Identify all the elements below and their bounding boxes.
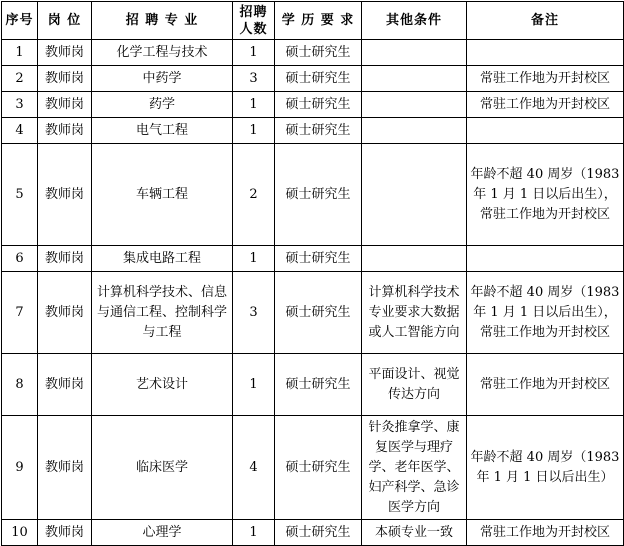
header-other: 其他条件 bbox=[362, 2, 467, 40]
cell-count: 1 bbox=[233, 40, 275, 66]
cell-position: 教师岗 bbox=[38, 272, 92, 354]
cell-count: 3 bbox=[233, 66, 275, 92]
cell-education: 硕士研究生 bbox=[275, 272, 362, 354]
cell-other: 本硕专业一致 bbox=[362, 520, 467, 546]
cell-seq: 9 bbox=[2, 416, 38, 520]
table-row bbox=[2, 40, 624, 66]
cell-remark: 年龄不超 40 周岁（1983 年 1 月 1 日以后出生） bbox=[467, 416, 624, 520]
cell-education: 硕士研究生 bbox=[275, 118, 362, 144]
cell-other: 平面设计、视觉传达方向 bbox=[362, 354, 467, 416]
cell-seq: 8 bbox=[2, 354, 38, 416]
cell-other bbox=[362, 118, 467, 144]
cell-remark bbox=[467, 118, 624, 144]
cell-other bbox=[362, 66, 467, 92]
header-position: 岗 位 bbox=[38, 2, 92, 40]
cell-position: 教师岗 bbox=[38, 144, 92, 246]
cell-remark: 年龄不超 40 周岁（1983 年 1 月 1 日以后出生），常驻工作地为开封校区 bbox=[467, 144, 624, 246]
cell-remark: 常驻工作地为开封校区 bbox=[467, 66, 624, 92]
cell-remark bbox=[467, 40, 624, 66]
table-row bbox=[2, 272, 624, 354]
cell-education: 硕士研究生 bbox=[275, 92, 362, 118]
table-row bbox=[2, 66, 624, 92]
table-row bbox=[2, 246, 624, 272]
cell-count: 1 bbox=[233, 354, 275, 416]
cell-position: 教师岗 bbox=[38, 416, 92, 520]
cell-education: 硕士研究生 bbox=[275, 520, 362, 546]
header-count: 招聘人数 bbox=[233, 2, 275, 40]
cell-seq: 3 bbox=[2, 92, 38, 118]
cell-count: 1 bbox=[233, 520, 275, 546]
cell-seq: 10 bbox=[2, 520, 38, 546]
cell-education: 硕士研究生 bbox=[275, 246, 362, 272]
cell-education: 硕士研究生 bbox=[275, 416, 362, 520]
cell-other bbox=[362, 40, 467, 66]
cell-count: 1 bbox=[233, 118, 275, 144]
cell-count: 1 bbox=[233, 92, 275, 118]
cell-remark: 年龄不超 40 周岁（1983 年 1 月 1 日以后出生），常驻工作地为开封校区 bbox=[467, 272, 624, 354]
cell-count: 2 bbox=[233, 144, 275, 246]
cell-major: 心理学 bbox=[92, 520, 233, 546]
cell-seq: 1 bbox=[2, 40, 38, 66]
header-major: 招 聘 专 业 bbox=[92, 2, 233, 40]
cell-remark bbox=[467, 246, 624, 272]
cell-position: 教师岗 bbox=[38, 92, 92, 118]
cell-education: 硕士研究生 bbox=[275, 40, 362, 66]
cell-other: 计算机科学技术专业要求大数据或人工智能方向 bbox=[362, 272, 467, 354]
cell-major: 临床医学 bbox=[92, 416, 233, 520]
cell-major: 车辆工程 bbox=[92, 144, 233, 246]
cell-other bbox=[362, 92, 467, 118]
cell-major: 艺术设计 bbox=[92, 354, 233, 416]
cell-major: 集成电路工程 bbox=[92, 246, 233, 272]
cell-seq: 5 bbox=[2, 144, 38, 246]
cell-count: 1 bbox=[233, 246, 275, 272]
cell-seq: 7 bbox=[2, 272, 38, 354]
table-row bbox=[2, 416, 624, 520]
cell-count: 3 bbox=[233, 272, 275, 354]
cell-remark: 常驻工作地为开封校区 bbox=[467, 92, 624, 118]
recruitment-table bbox=[1, 1, 624, 546]
cell-education: 硕士研究生 bbox=[275, 66, 362, 92]
cell-other bbox=[362, 246, 467, 272]
cell-other: 针灸推拿学、康复医学与理疗学、老年医学、妇产科学、急诊医学方向 bbox=[362, 416, 467, 520]
cell-seq: 2 bbox=[2, 66, 38, 92]
cell-education: 硕士研究生 bbox=[275, 354, 362, 416]
header-remark: 备注 bbox=[467, 2, 624, 40]
table-row bbox=[2, 354, 624, 416]
cell-education: 硕士研究生 bbox=[275, 144, 362, 246]
cell-position: 教师岗 bbox=[38, 118, 92, 144]
cell-position: 教师岗 bbox=[38, 354, 92, 416]
cell-major: 电气工程 bbox=[92, 118, 233, 144]
cell-position: 教师岗 bbox=[38, 66, 92, 92]
header-row bbox=[2, 2, 624, 40]
cell-position: 教师岗 bbox=[38, 40, 92, 66]
table-row bbox=[2, 144, 624, 246]
cell-major: 化学工程与技术 bbox=[92, 40, 233, 66]
header-education: 学 历 要 求 bbox=[275, 2, 362, 40]
cell-seq: 4 bbox=[2, 118, 38, 144]
cell-position: 教师岗 bbox=[38, 246, 92, 272]
cell-position: 教师岗 bbox=[38, 520, 92, 546]
table-row bbox=[2, 520, 624, 546]
cell-count: 4 bbox=[233, 416, 275, 520]
cell-major: 药学 bbox=[92, 92, 233, 118]
cell-remark: 常驻工作地为开封校区 bbox=[467, 520, 624, 546]
table-row bbox=[2, 92, 624, 118]
cell-major: 计算机科学技术、信息与通信工程、控制科学与工程 bbox=[92, 272, 233, 354]
header-seq: 序号 bbox=[2, 2, 38, 40]
cell-major: 中药学 bbox=[92, 66, 233, 92]
cell-remark: 常驻工作地为开封校区 bbox=[467, 354, 624, 416]
cell-seq: 6 bbox=[2, 246, 38, 272]
cell-other bbox=[362, 144, 467, 246]
table-row bbox=[2, 118, 624, 144]
